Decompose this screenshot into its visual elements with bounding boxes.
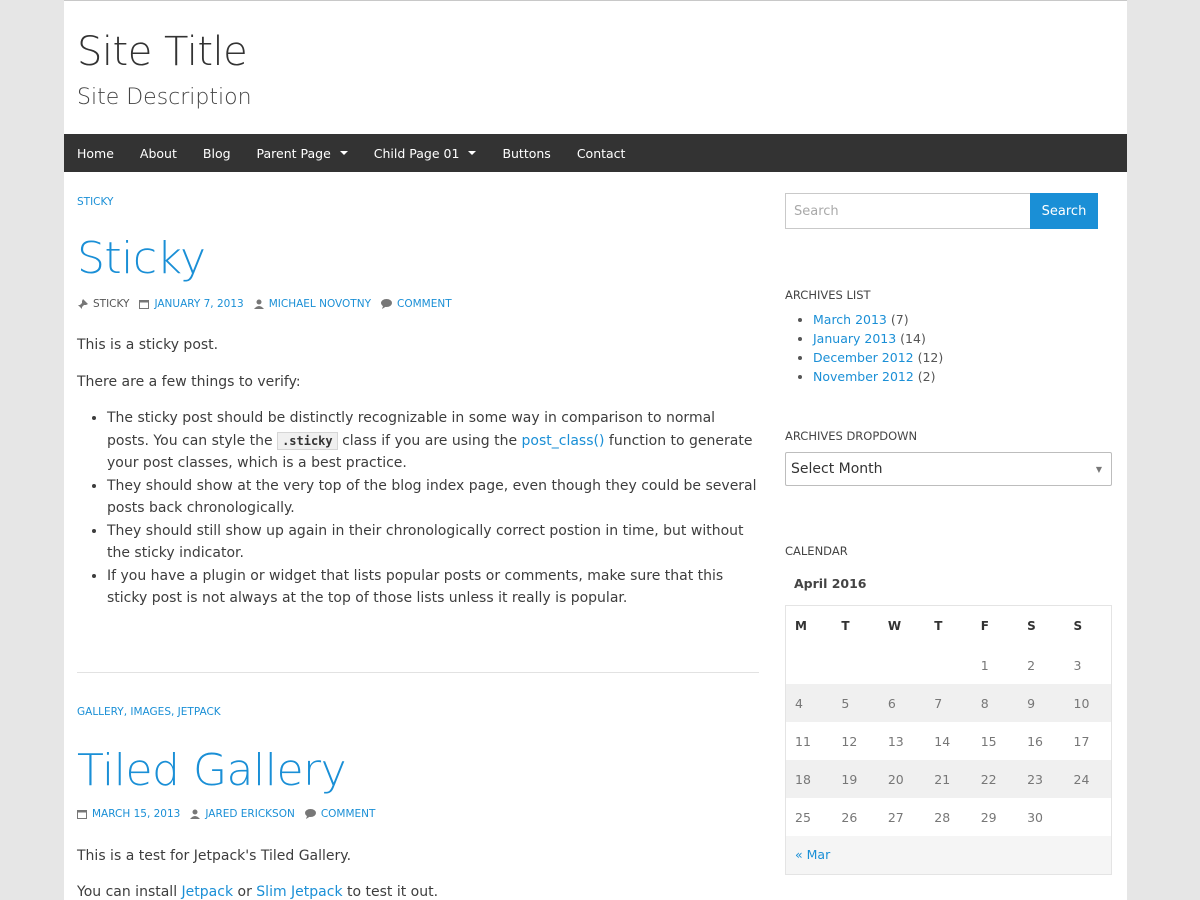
- post-paragraph: This is a test for Jetpack's Tiled Gallery.: [77, 848, 352, 864]
- select-value: Select Month: [791, 461, 883, 477]
- post-meta: [77, 298, 462, 310]
- post-paragraph: There are a few things to verify:: [77, 374, 301, 390]
- calendar-week-row: [786, 646, 1111, 684]
- post-title-link[interactable]: Sticky: [77, 233, 206, 284]
- post-date-link[interactable]: MARCH 15, 2013: [92, 808, 181, 820]
- archive-count: (7): [890, 312, 909, 327]
- calendar-icon: [139, 299, 149, 309]
- post-class-link[interactable]: post_class(): [521, 432, 605, 449]
- calendar-day: 11: [795, 733, 811, 749]
- post-comment-link[interactable]: COMMENT: [320, 808, 376, 820]
- list-item: [813, 348, 1113, 367]
- archive-count: (14): [900, 331, 926, 346]
- calendar: [785, 605, 1112, 875]
- nav-item-blog[interactable]: [190, 134, 244, 172]
- calendar-day: 12: [841, 733, 858, 749]
- weekday-header: T: [925, 606, 971, 647]
- archive-link[interactable]: December 2012: [813, 350, 914, 365]
- inline-code: .sticky: [277, 432, 338, 450]
- category-link-sticky[interactable]: STICKY: [77, 196, 114, 208]
- calendar-footer: [786, 836, 1111, 874]
- site-title[interactable]: Site Title: [77, 29, 248, 75]
- calendar-icon: [77, 809, 87, 819]
- post-bullet-list: [77, 407, 759, 610]
- list-item: [813, 329, 1113, 348]
- calendar-week-row: [786, 722, 1111, 760]
- calendar-day: [1065, 798, 1111, 836]
- post-title-link[interactable]: Tiled Gallery: [77, 745, 347, 796]
- calendar-day: 6: [879, 684, 925, 722]
- calendar-week-row: [786, 798, 1111, 836]
- calendar-day: 16: [1027, 733, 1044, 749]
- widget-title-calendar: CALENDAR: [785, 544, 848, 558]
- search-input[interactable]: [785, 193, 1030, 229]
- calendar-day: 23: [1018, 760, 1064, 798]
- archive-link[interactable]: January 2013: [813, 331, 897, 346]
- calendar-day: 15: [980, 733, 997, 749]
- post-meta: [77, 808, 385, 820]
- widget-title-archives-list: ARCHIVES LIST: [785, 288, 871, 302]
- weekday-header: F: [972, 606, 1018, 647]
- calendar-day: 14: [934, 733, 951, 749]
- text: to test it out.: [342, 884, 439, 900]
- calendar-day: 1: [980, 657, 989, 673]
- list-item: [813, 310, 1113, 329]
- calendar-header-row: [786, 606, 1111, 647]
- comment-icon: [305, 809, 316, 819]
- pin-icon: [77, 299, 88, 310]
- dropdown-arrow-icon: ▼: [1095, 464, 1102, 474]
- nav-item-parent-page[interactable]: [244, 134, 361, 172]
- list-item: [107, 407, 759, 475]
- nav-label: Blog: [202, 145, 231, 161]
- weekday-header: T: [832, 606, 878, 647]
- post-paragraph: [77, 881, 438, 900]
- list-item: • If you have a plugin or widget that lists popular posts or comments, make sure that this sticky post is not always at the top of those lists unless it really is popular.: [107, 565, 759, 610]
- list-item: • They should still show up again in their chronologically correct postion in time, but without the sticky indicator.: [107, 520, 759, 565]
- list-item: • They should show at the very top of the blog index page, even though they could be several posts back chronologically.: [107, 475, 759, 520]
- post-comment-link[interactable]: COMMENT: [397, 298, 452, 310]
- post-author-link[interactable]: MICHAEL NOVOTNY: [268, 298, 371, 310]
- text: You can install: [77, 884, 182, 900]
- category-separator: ,: [123, 706, 131, 718]
- calendar-day: [832, 646, 878, 684]
- sticky-label: STICKY: [93, 298, 130, 310]
- calendar-day: [925, 646, 971, 684]
- slim-jetpack-link[interactable]: Slim Jetpack: [256, 884, 343, 900]
- calendar-day: 22: [972, 760, 1018, 798]
- nav-label: About: [139, 145, 177, 161]
- calendar-day: 9: [1018, 684, 1064, 722]
- calendar-day: 7: [925, 684, 971, 722]
- main-navigation: [64, 134, 1127, 172]
- calendar-day: 21: [925, 760, 971, 798]
- post-author-link[interactable]: JARED ERICKSON: [205, 808, 295, 820]
- nav-label: Contact: [576, 145, 626, 161]
- calendar-prev-month-link[interactable]: « Mar: [795, 847, 831, 863]
- weekday-header: S: [1018, 606, 1064, 647]
- calendar-day: 10: [1065, 684, 1111, 722]
- calendar-day: 24: [1065, 760, 1111, 798]
- search-widget: [785, 193, 1098, 229]
- text: class if you are using the: [337, 432, 522, 449]
- weekday-header: M: [786, 606, 832, 647]
- nav-item-home[interactable]: [64, 134, 127, 172]
- nav-item-child-page-01[interactable]: [361, 134, 490, 172]
- weekday-header: W: [879, 606, 925, 647]
- nav-item-contact[interactable]: [564, 134, 639, 172]
- calendar-day: [879, 646, 925, 684]
- calendar-day: 17: [1073, 733, 1090, 749]
- calendar-caption: April 2016: [794, 576, 867, 591]
- calendar-day: 18: [786, 760, 832, 798]
- text: The sticky post should be distinctly recognizable in some way in comparison to normal posts. You can style the: [107, 410, 716, 449]
- archive-count: (12): [917, 350, 944, 365]
- comment-icon: [381, 299, 392, 309]
- category-separator: ,: [170, 706, 178, 718]
- search-button[interactable]: Search: [1030, 193, 1098, 229]
- post-date-link[interactable]: JANUARY 7, 2013: [154, 298, 244, 310]
- calendar-day: 30: [1027, 809, 1044, 825]
- calendar-day: 8: [972, 684, 1018, 722]
- calendar-day: 13: [887, 733, 904, 749]
- calendar-week-row: [786, 684, 1111, 722]
- calendar-day: 28: [934, 809, 951, 825]
- calendar-day: 26: [841, 809, 858, 825]
- category-link-gallery[interactable]: GALLERY: [77, 706, 124, 718]
- list-item: [813, 367, 1113, 386]
- calendar-week-row: [786, 760, 1111, 798]
- calendar-day: 20: [879, 760, 925, 798]
- weekday-header: S: [1065, 606, 1111, 647]
- nav-label: Parent Page: [256, 145, 331, 161]
- text: function to generate your post classes, which is a best practice.: [107, 432, 753, 471]
- calendar-day: 25: [795, 809, 811, 825]
- jetpack-link[interactable]: Jetpack: [181, 884, 234, 900]
- text: or: [233, 884, 257, 900]
- calendar-day: 3: [1073, 657, 1082, 673]
- calendar-day: 2: [1027, 657, 1036, 673]
- calendar-day: 19: [832, 760, 878, 798]
- nav-item-buttons[interactable]: [489, 134, 563, 172]
- post-divider: [77, 672, 759, 673]
- calendar-footer-row: [786, 836, 1111, 874]
- archives-list: [785, 310, 1113, 386]
- widget-title-archives-dropdown: ARCHIVES DROPDOWN: [785, 429, 918, 443]
- calendar-day: 4: [786, 684, 832, 722]
- category-link-jetpack[interactable]: JETPACK: [177, 706, 221, 718]
- nav-label: Home: [77, 145, 114, 161]
- user-icon: [254, 299, 264, 309]
- archive-link[interactable]: November 2012: [813, 369, 914, 384]
- caret-down-icon: [340, 151, 348, 155]
- category-link-images[interactable]: IMAGES: [130, 706, 171, 718]
- user-icon: [190, 809, 200, 819]
- caret-down-icon: [468, 151, 476, 155]
- calendar-day: 5: [832, 684, 878, 722]
- nav-label: Child Page 01: [373, 145, 460, 161]
- post-paragraph: This is a sticky post.: [77, 337, 219, 353]
- archives-month-select[interactable]: [785, 452, 1112, 486]
- archive-count: (2): [917, 369, 936, 384]
- nav-item-about[interactable]: [127, 134, 190, 172]
- calendar-day: [786, 646, 832, 684]
- page: [64, 0, 1127, 900]
- nav-label: Buttons: [502, 145, 551, 161]
- site-description: Site Description: [77, 85, 252, 110]
- calendar-day: 27: [887, 809, 904, 825]
- archive-link[interactable]: March 2013: [813, 312, 887, 327]
- calendar-day: 29: [980, 809, 997, 825]
